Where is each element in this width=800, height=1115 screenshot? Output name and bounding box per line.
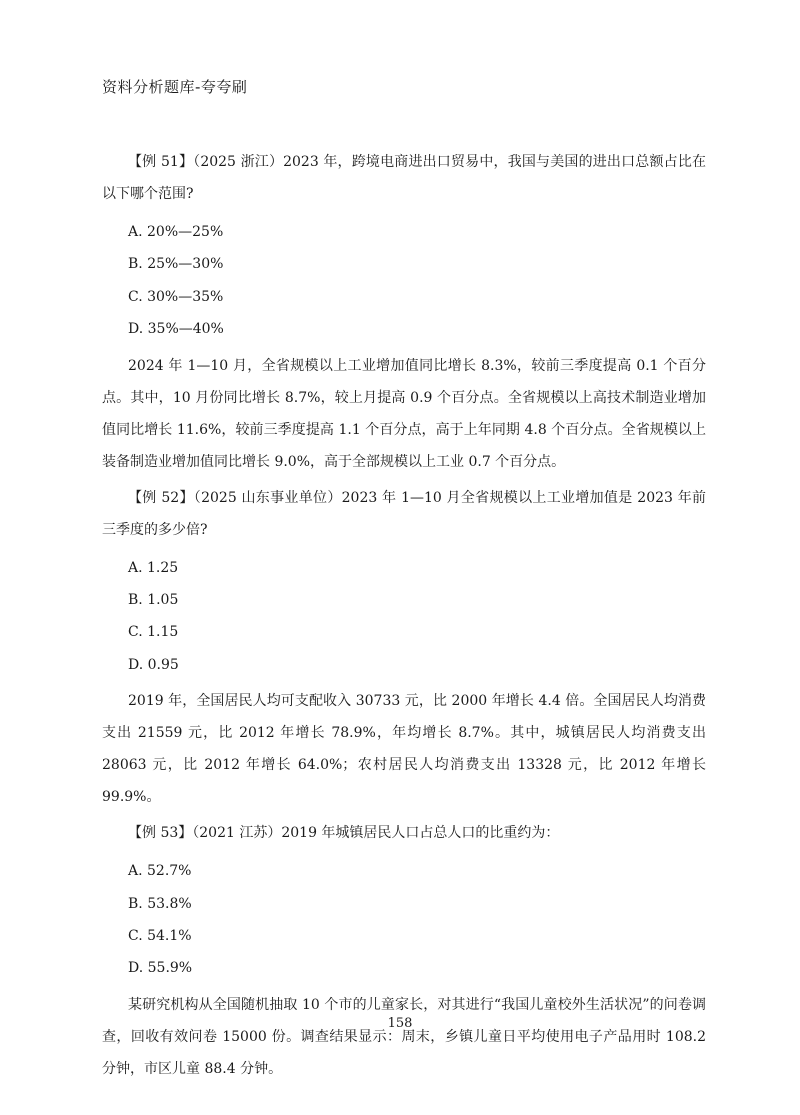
question-51: 【例 51】（2025 浙江）2023 年，跨境电商进出口贸易中，我国与美国的进出口总额占比在以下哪个范围? xyxy=(102,154,706,202)
question-52: 【例 52】（2025 山东事业单位）2023 年 1—10 月全省规模以上工业增加值是 2023 年前三季度的多少倍? xyxy=(102,489,706,538)
page-content xyxy=(102,146,706,1097)
option-52-d: D. 0.95 xyxy=(128,656,179,673)
option-51-d: D. 35%—40% xyxy=(128,321,224,338)
option-51-c: C. 30%—35% xyxy=(128,288,224,305)
option-53-a: A. 52.7% xyxy=(128,863,192,880)
page-number: 158 xyxy=(387,1016,413,1031)
option-53-d: D. 55.9% xyxy=(128,960,193,977)
option-51-b: B. 25%—30% xyxy=(128,256,224,273)
passage-53: 2019 年，全国居民人均可支配收入 30733 元，比 2000 年增长 4.4 倍。全国居民人均消费支出 21559 元，比 2012 年增长 78.9%，年均增长 8.7%。其中，城镇居民人均消费支出 28063 元，比 2012 年增长 64.0%；农村居民人均消费支出 13328 元，比 2012 年增长 99.9%。 xyxy=(102,693,706,806)
option-51-a: A. 20%—25% xyxy=(128,224,224,240)
passage-survey: 某研究机构从全国随机抽取 10 个市的儿童家长，对其进行“我国儿童校外生活状况”的问卷调查，回收有效问卷 15000 份。调查结果显示：周末，乡镇儿童日平均使用电子产品用时 108.2 分钟，市区儿童 88.4 分钟。 xyxy=(102,996,706,1077)
option-52-a: A. 1.25 xyxy=(128,559,179,576)
document-header: 资料分析题库-夸夸刷 xyxy=(102,78,248,96)
option-53-c: C. 54.1% xyxy=(128,928,192,945)
option-52-c: C. 1.15 xyxy=(128,624,179,641)
option-52-b: B. 1.05 xyxy=(128,592,179,609)
question-53: 【例 53】（2021 江苏）2019 年城镇居民人口占总人口的比重约为： xyxy=(128,825,560,842)
option-53-b: B. 53.8% xyxy=(128,895,192,912)
passage-52: 2024 年 1—10 月，全省规模以上工业增加值同比增长 8.3%，较前三季度提高 0.1 个百分点。其中，10 月份同比增长 8.7%，较上月提高 0.9 个百分点。全省规模以上高技术制造业增加值同比增长 11.6%，较前三季度提高 1.1 个百分点，高于上年同期 4.8 个百分点。全省规模以上装备制造业增加值同比增长 9.0%，高于全部规模以上工业 0.7 个百分点。 xyxy=(102,357,706,470)
